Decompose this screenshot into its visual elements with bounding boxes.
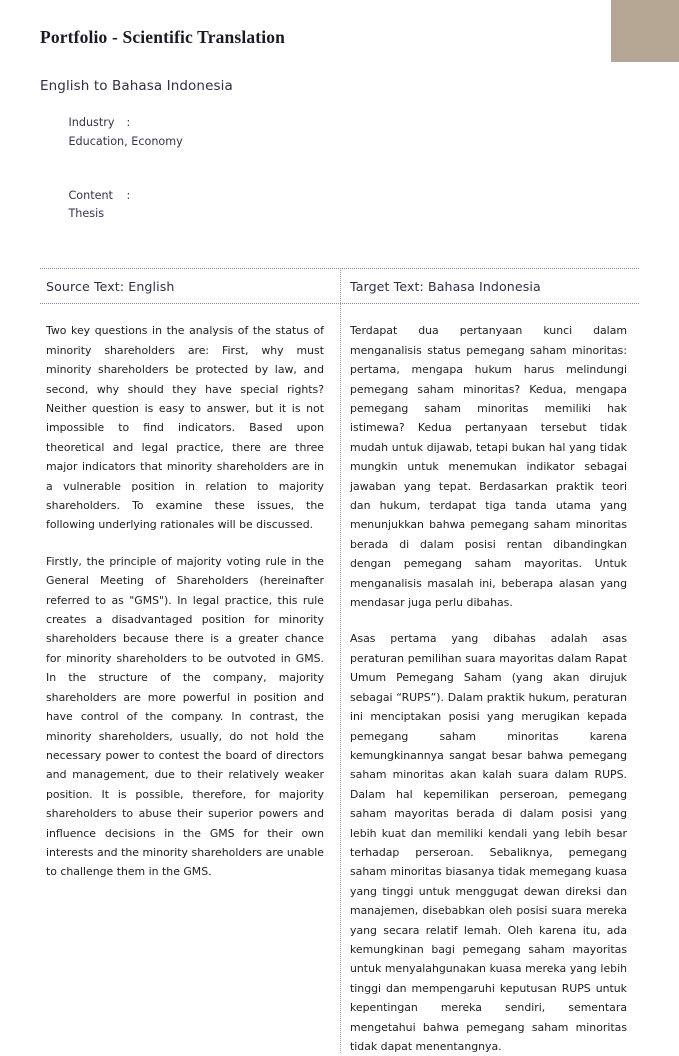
target-paragraph: Terdapat dua pertanyaan kunci dalam menganalisis status pemegang saham minoritas: pertama, mengapa hukum harus melindungi pemegang saham minoritas? Kedua, mengapa pemegang saham minoritas memiliki hak istimewa? Kedua pertanyaan tersebut tidak mudah untuk dijawab, tetapi bukan hal yang tidak mungkin untuk menemukan indikator sebagai jawaban yang tepat. Berdasarkan praktik teori dan hukum, terdapat tiga tanda utama yang menunjukkan bahwa pemegang saham minoritas berada di dalam posisi rentan dibandingkan dengan pemegang saham mayoritas. Untuk menganalisis masalah ini, beberapa alasan yang mendasar juga perlu dibahas. — [350, 324, 627, 610]
source-text-cell — [40, 321, 340, 1056]
translation-comparison-table — [40, 268, 639, 1056]
content-separator: : — [126, 188, 131, 202]
target-paragraph: Asas pertama yang dibahas adalah asas peraturan pemilihan suara mayoritas dalam Rapat Umum Pemegang Saham (yang akan dirujuk sebagai “RUPS”). Dalam praktik hukum, peraturan ini menciptakan posisi yang merugikan kepada pemegang saham minoritas karena kemungkinannya sangat besar bahwa pemegang saham minoritas akan kalah suara dalam RUPS. Dalam hal kepemilikan perseroan, pemegang saham mayoritas berada di dalam posisi yang lebih kuat dan memiliki kendali yang lebih besar terhadap perseroan. Sebaliknya, pemegang saham minoritas biasanya tidak memegang kuasa yang tinggi untuk menggugat dewan direksi dan manajemen, disebabkan oleh posisi suara mereka yang secara relatif lemah. Oleh karena itu, ada kemungkinan bagi pemegang saham mayoritas untuk menyalahgunakan kuasa mereka yang lebih tinggi dan mempengaruhi keputusan RUPS untuk kepentingan mereka sendiri, sementara mengetahui bahwa pemegang saham minoritas tidak dapat menentangnya. — [350, 632, 627, 1053]
industry-label: Industry — [68, 116, 115, 130]
page-content — [40, 0, 639, 1056]
column-header-source: Source Text: English — [46, 279, 175, 295]
content-label: Content — [68, 188, 113, 202]
source-paragraph: Two key questions in the analysis of the status of minority shareholders are: First, why must minority shareholders be protected by law, and second, why should they have special rights? Neither question is easy to answer, but it is not impossible to find indicators. Based upon theoretical and legal practice, there are three major indicators that minority shareholders are in a vulnerable position in relation to majority shareholders. To examine these issues, the following underlying rationales will be discussed. — [46, 324, 324, 532]
page-title: Portfolio - Scientific Translation — [40, 27, 286, 47]
source-paragraph: Firstly, the principle of majority voting rule in the General Meeting of Shareholders (hereinafter referred to as "GMS"). In legal practice, this rule creates a disadvantaged position for minority shareholders because there is a greater chance for minority shareholders to be outvoted in GMS. In the structure of the company, majority shareholders are more powerful in position and have control of the company. In contrast, the minority shareholders, usually, do not hold the necessary power to contest the board of directors and management, due to their relatively weaker position. It is possible, therefore, for majority shareholders to abuse their superior powers and influence decisions in the GMS for their own interests and the minority shareholders are unable to challenge them in the GMS. — [46, 554, 324, 879]
industry-value: Education, Economy — [68, 134, 183, 148]
metadata-block — [40, 76, 639, 241]
column-header-target: Target Text: Bahasa Indonesia — [350, 279, 541, 295]
metadata-row-content — [40, 169, 639, 242]
language-pair-heading: English to Bahasa Indonesia — [40, 78, 233, 94]
metadata-row-industry — [40, 96, 639, 169]
content-value: Thesis — [68, 207, 105, 221]
target-text-cell — [340, 321, 639, 1056]
industry-separator: : — [126, 116, 131, 130]
column-divider — [340, 268, 341, 1053]
